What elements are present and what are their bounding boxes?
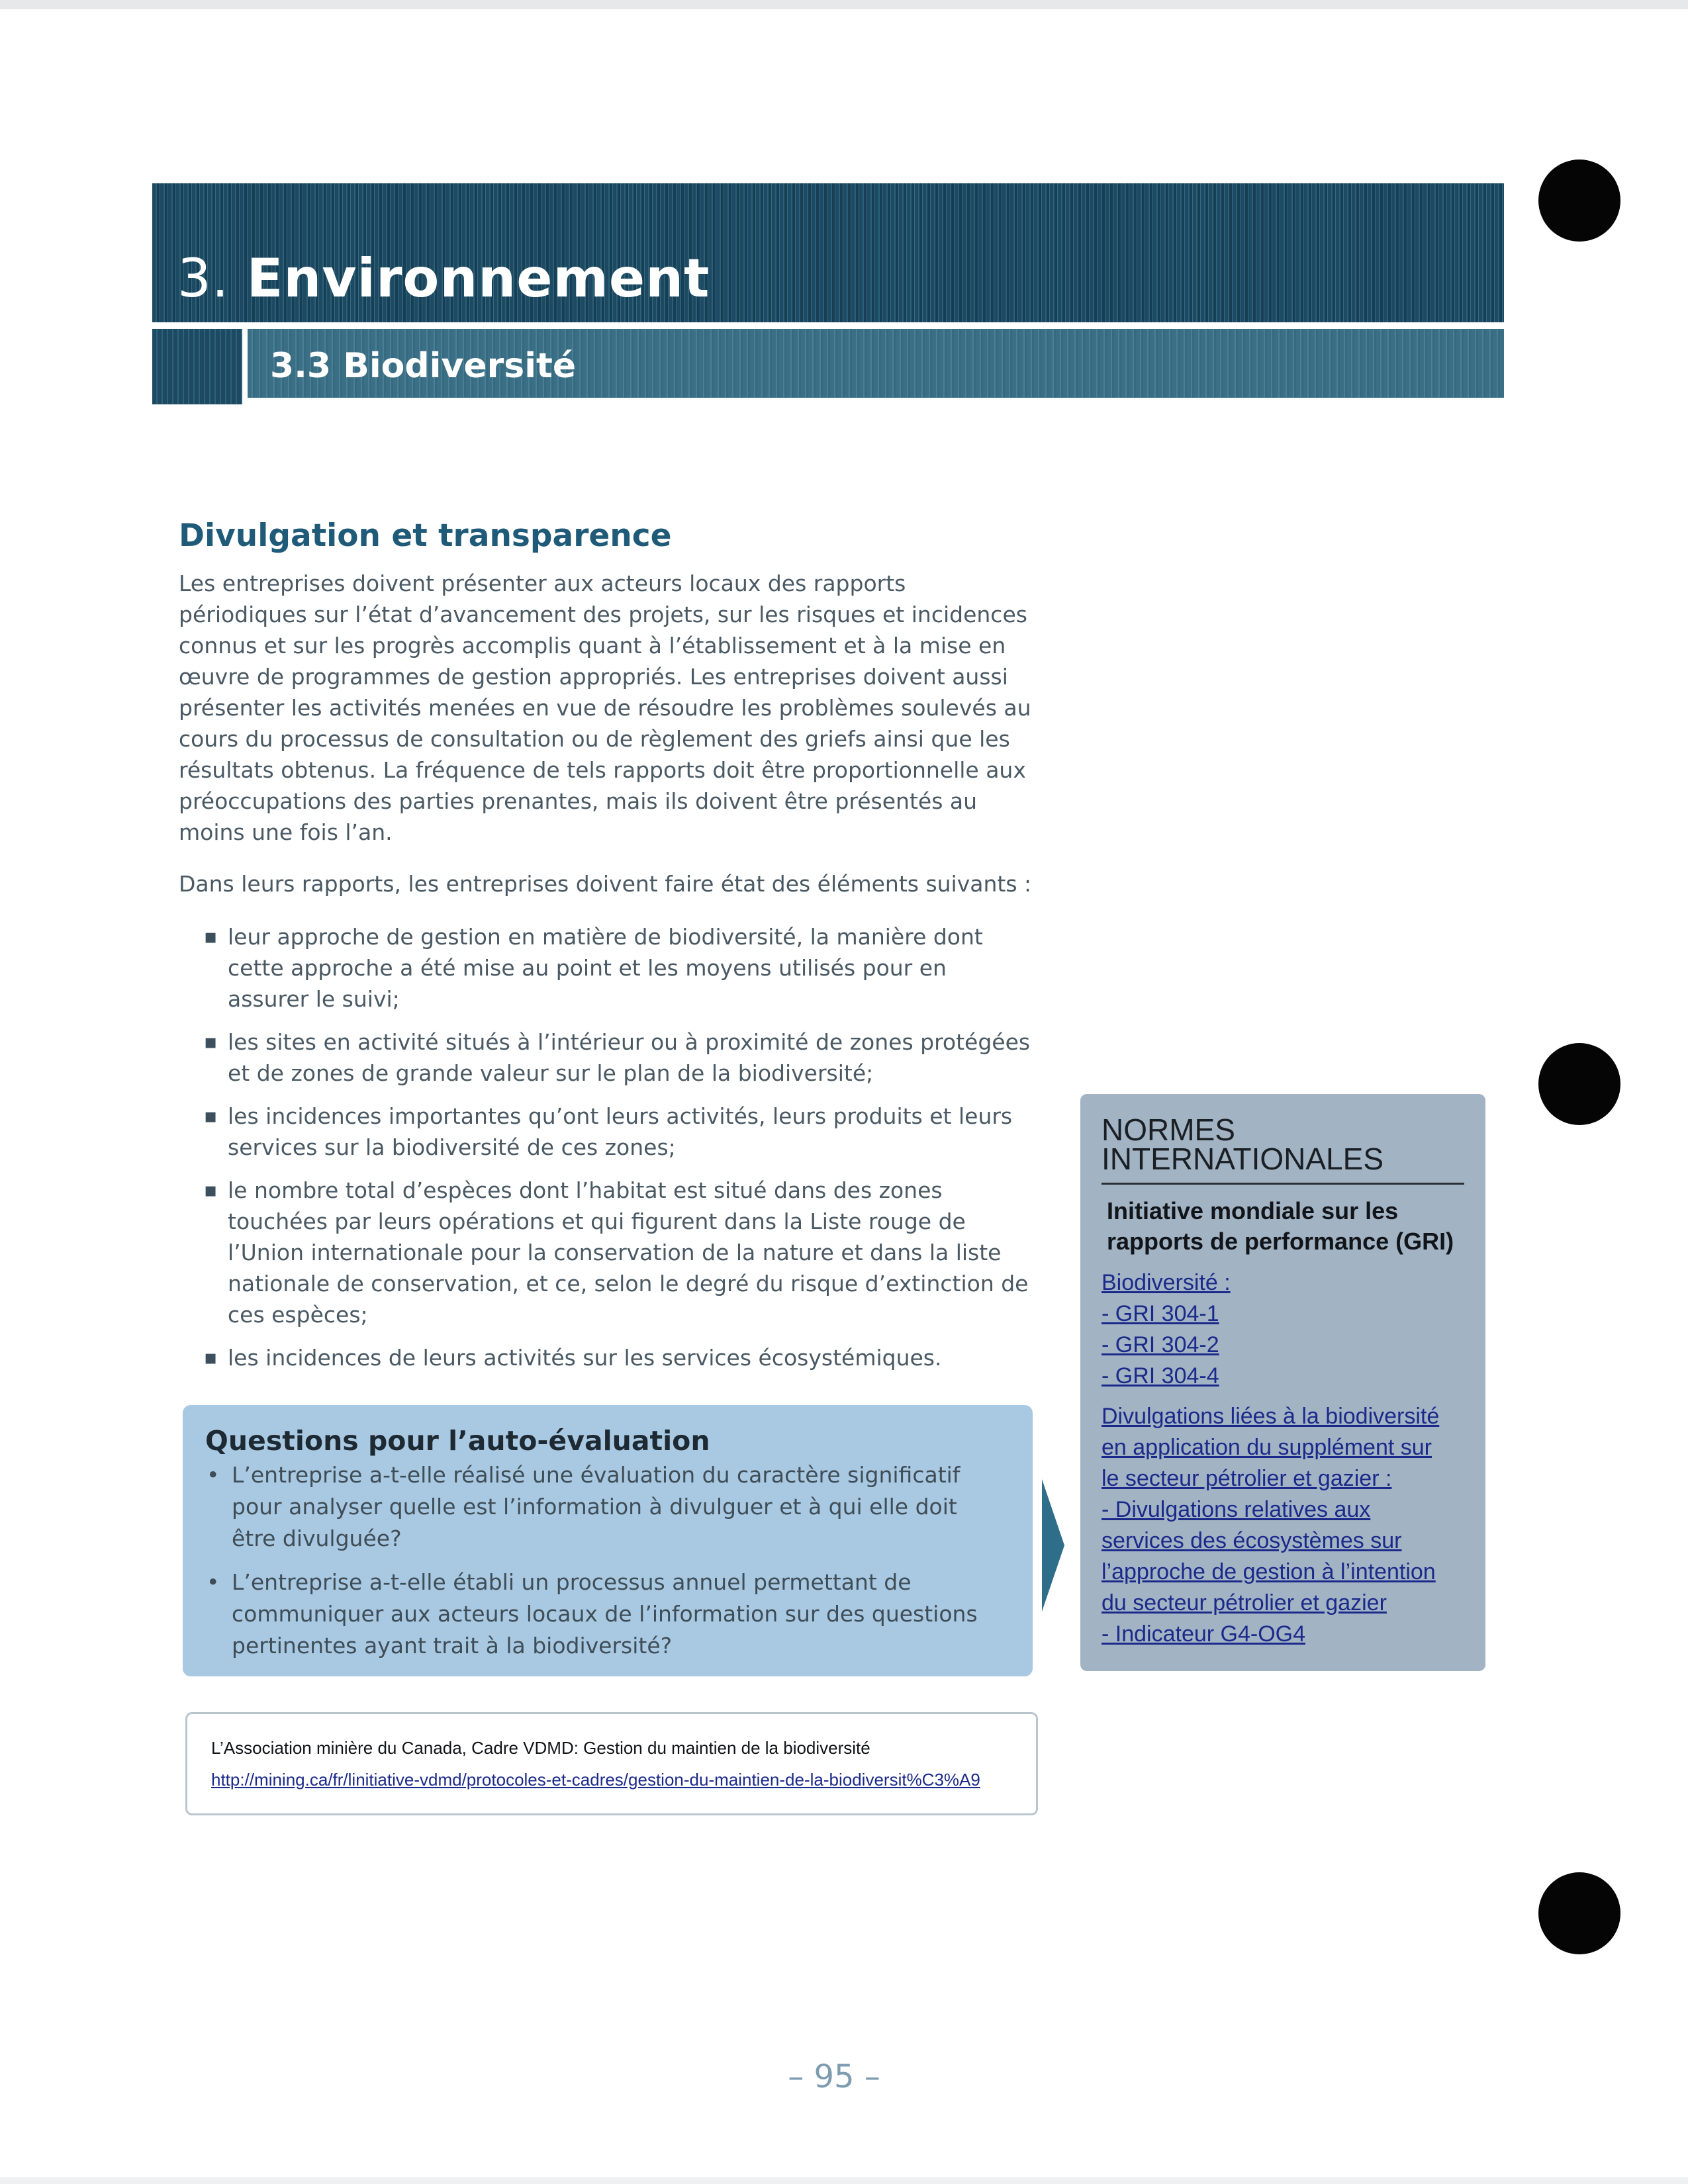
list-item xyxy=(199,921,1033,1015)
scan-edge-top xyxy=(0,0,1688,9)
section-banner-tab xyxy=(152,329,242,404)
intro-paragraph: Les entreprises doivent présenter aux acteurs locaux des rapports périodiques sur l’état d’avancement des projets, sur les risques et incidences connus et sur les progrès accomplis quant à l’établissement et à la mise en œuvre de programmes de gestion appropriés. Les entreprises doivent aussi présenter les activités menées en vue de résoudre les problèmes soulevés au cours du processus de consultation ou de règlement des griefs ainsi que les résultats obtenus. La fréquence de tels rapports doit être proportionnelle aux préoccupations des parties prenantes, mais ils doivent être présentés au moins une fois l’an. xyxy=(179,570,1031,845)
list-intro-paragraph: Dans leurs rapports, les entreprises doivent faire état des éléments suivants : xyxy=(179,871,1032,897)
bullet-icon: ▪ xyxy=(204,1030,218,1054)
link-gri-304-4[interactable]: - GRI 304-4 xyxy=(1102,1363,1219,1388)
list-item-text: le nombre total d’espèces dont l’habitat est situé dans des zones touchées par leurs opérations et qui figurent dans la Liste rouge de l’Union internationale pour la conservation de la nature et dans la liste nationale de conservation, et ce, selon le degré du risque d’extinction de ces espèces; xyxy=(228,1177,1029,1328)
page-number: – 95 – xyxy=(788,2058,880,2095)
requirements-list xyxy=(199,921,1033,1385)
scan-edge-bottom xyxy=(0,2177,1688,2184)
self-assessment-list xyxy=(205,1459,993,1674)
list-item-text: les incidences de leurs activités sur les services écosystémiques. xyxy=(228,1345,942,1371)
arrow-right-icon xyxy=(1042,1479,1064,1612)
list-item xyxy=(199,1026,1033,1089)
chapter-name: Environnement xyxy=(246,248,710,309)
list-item xyxy=(199,1342,1033,1373)
panel-heading: NORMES INTERNATIONALES xyxy=(1102,1115,1464,1185)
link-biodiversite[interactable]: Biodiversité : xyxy=(1102,1270,1231,1295)
bullet-icon: • xyxy=(207,1462,220,1488)
question-text: L’entreprise a-t-elle réalisé une évaluation du caractère significatif pour analyser quelle est l’information à divulguer et à qui elle doit être divulguée? xyxy=(232,1462,961,1551)
link-ecosystem-services[interactable]: l’approche de gestion à l’intention xyxy=(1102,1559,1436,1584)
link-gri-304-2[interactable]: - GRI 304-2 xyxy=(1102,1332,1219,1357)
section-title-banner: 3.3 Biodiversité xyxy=(270,346,577,386)
spacer xyxy=(1102,1392,1472,1401)
bullet-icon: ▪ xyxy=(204,1179,218,1202)
chapter-number: 3. xyxy=(177,248,230,309)
binder-hole-middle xyxy=(1538,1043,1620,1125)
chapter-banner xyxy=(152,183,1504,322)
section-heading: Divulgation et transparence xyxy=(179,518,672,554)
bullet-icon: • xyxy=(207,1569,220,1595)
link-ecosystem-services[interactable]: - Divulgations relatives aux xyxy=(1102,1497,1371,1522)
list-item-text: leur approche de gestion en matière de biodiversité, la manière dont cette approche a été mise au point et les moyens utilisés pour en assurer le suivi; xyxy=(228,924,983,1012)
reference-box xyxy=(185,1712,1038,1815)
self-assessment-title: Questions pour l’auto-évaluation xyxy=(205,1425,710,1457)
list-item xyxy=(199,1175,1033,1330)
link-gri-304-1[interactable]: - GRI 304-1 xyxy=(1102,1301,1219,1326)
self-assessment-box xyxy=(183,1405,1033,1676)
link-ecosystem-services[interactable]: services des écosystèmes sur xyxy=(1102,1528,1402,1553)
binder-hole-top xyxy=(1538,159,1620,242)
list-item xyxy=(199,1101,1033,1163)
list-item-text: les incidences importantes qu’ont leurs activités, leurs produits et leurs services sur la biodiversité de ces zones; xyxy=(228,1103,1013,1160)
bullet-icon: ▪ xyxy=(204,1346,218,1369)
link-oil-gas-disclosures[interactable]: en application du supplément sur xyxy=(1102,1435,1432,1460)
binder-hole-bottom xyxy=(1538,1872,1620,1954)
chapter-title xyxy=(177,248,710,309)
reference-link[interactable]: http://mining.ca/fr/linitiative-vdmd/protocoles-et-cadres/gestion-du-maintien-de-la-biodiversit%C3%A9 xyxy=(211,1770,980,1790)
link-oil-gas-disclosures[interactable]: le secteur pétrolier et gazier : xyxy=(1102,1466,1392,1491)
link-ecosystem-services[interactable]: du secteur pétrolier et gazier xyxy=(1102,1590,1387,1615)
reference-text: L’Association minière du Canada, Cadre VDMD: Gestion du maintien de la biodiversité xyxy=(211,1738,870,1758)
question-item xyxy=(205,1567,993,1662)
list-item-text: les sites en activité situés à l’intérieur ou à proximité de zones protégées et de zones de grande valeur sur le plan de la biodiversité; xyxy=(228,1029,1031,1086)
link-oil-gas-disclosures[interactable]: Divulgations liées à la biodiversité xyxy=(1102,1404,1440,1429)
section-banner xyxy=(248,329,1504,398)
question-item xyxy=(205,1459,993,1555)
bullet-icon: ▪ xyxy=(204,925,218,948)
international-standards-panel xyxy=(1080,1094,1485,1671)
panel-links xyxy=(1102,1267,1472,1650)
question-text: L’entreprise a-t-elle établi un processus annuel permettant de communiquer aux acteurs locaux de l’information sur des questions pertinentes ayant trait à la biodiversité? xyxy=(232,1569,978,1659)
link-indicator-g4-og4[interactable]: - Indicateur G4-OG4 xyxy=(1102,1621,1306,1647)
panel-subheading: Initiative mondiale sur les rapports de performance (GRI) xyxy=(1107,1197,1454,1255)
bullet-icon: ▪ xyxy=(204,1105,218,1128)
